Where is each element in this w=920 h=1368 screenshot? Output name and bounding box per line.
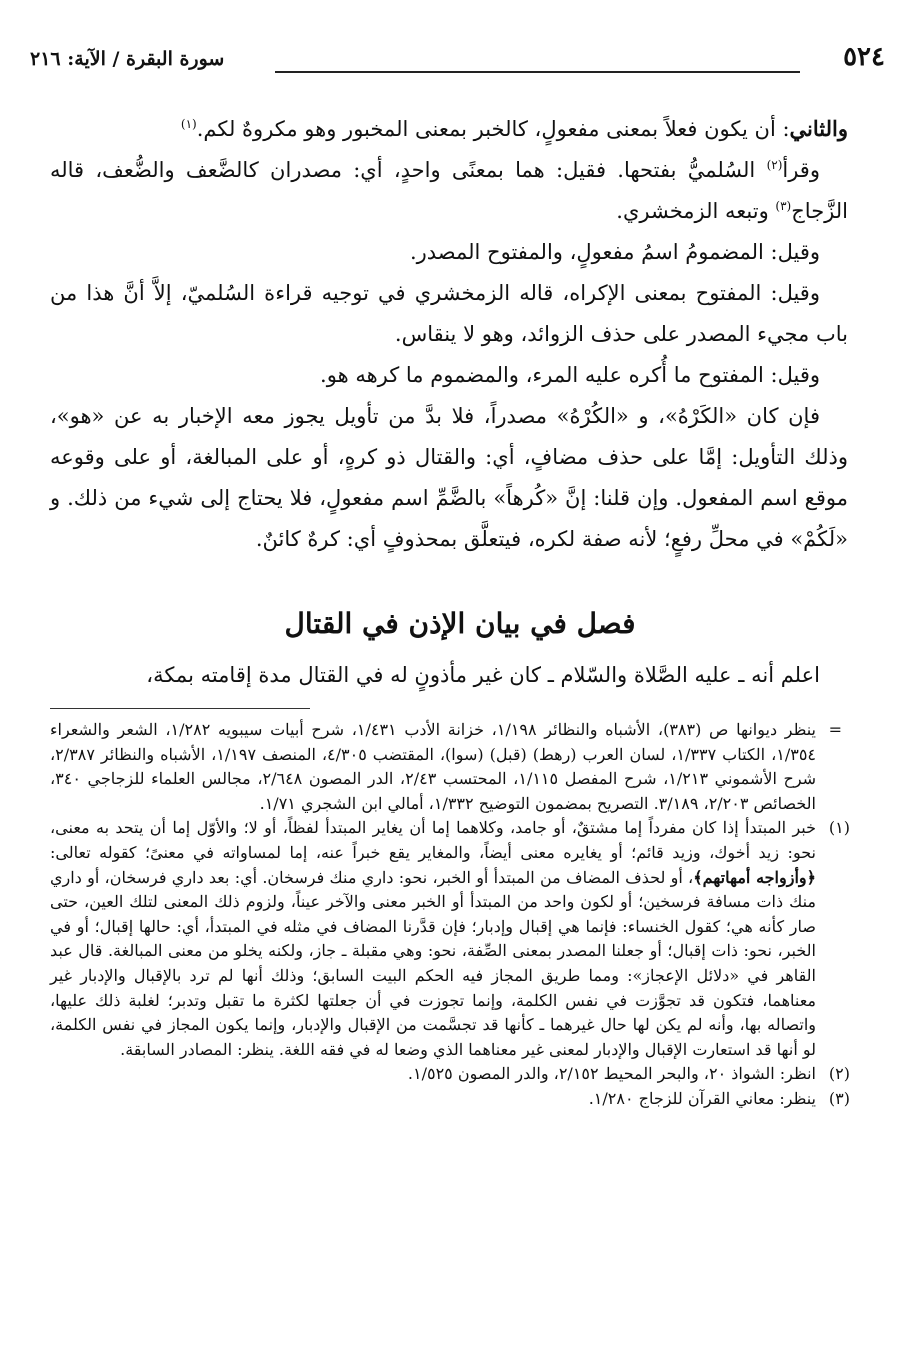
footnote-separator — [50, 708, 310, 709]
footnote — [50, 816, 850, 1062]
footnote-number: (٢) — [828, 1064, 850, 1084]
paragraph: وقيل: المضمومُ اسمُ مفعولٍ، والمفتوح المصدر. — [409, 240, 820, 264]
paragraph-text: وقرأ — [782, 158, 820, 182]
paragraph — [50, 108, 848, 150]
footnote-ref: (٣) — [775, 199, 792, 213]
paragraph-text: وتبعه الزمخشري. — [616, 199, 776, 223]
footnotes — [50, 718, 850, 1112]
footnote-text: ، أو لحذف المضاف من المبتدأ أو الخبر، نحو: داري منك فرسخان. أي: بعد داري فرسخان، أو داري منك ذات مسافة فرسخين؛ أو لكون واحد من المبتدأ أو الخبر معنى والآخر عيناً، ولزوم ذلك المعنى لتلك العين، حتى صار كأنه هي؛ كقول الخنساء: فإنما هي إقبال وإدبار؛ فإن قدَّرنا المضاف في مثله في المبتدأ، أي: حالها إقبال؛ أو في الخبر، نحو: ذات إقبال؛ أو جعلنا المصدر بمعنى الصِّفة، نحو: وهي مقبلة ـ جاز، ولكنه يخلو من معنى المبالغة. قال عبد القاهر في «دلائل الإعجاز»: ومما طريق المجاز فيه الحكم البيت السابق؛ وذلك أنها لم ترد بالإقبال والإدبار غير معناهما، فتكون قد تجوَّزت في نفس الكلمة، وإنما تجوزت في أن جعلتها لكثرة ما تقبل وتدبر؛ لغلبة ذلك عليها، واتصاله بها، وأنه لم يكن لها حال غيرهما ـ كأنها قد تجسَّمت من الإقبال والإدبار، وإنما يكون المجاز في نفس الكلمة، لو أنها قد استعارت الإقبال والإدبار لمعنى غير معناهما الذي وضعا له في فقه اللغة. ينظر: المصادر السابقة. — [50, 867, 816, 1059]
footnote-ref: (١) — [180, 117, 197, 131]
main-text — [50, 108, 848, 560]
paragraph: وقيل: المفتوح بمعنى الإكراه، قاله الزمخشري في توجيه قراءة السُلميّ، إلاَّ أنَّ هذا من باب مجيء المصدر على حذف الزوائد، وهو لا ينقاس. — [50, 281, 848, 346]
footnote-text: ينظر: معاني القرآن للزجاج ١/٢٨٠. — [588, 1088, 816, 1108]
paragraph: فإن كان «الكَرْهُ»، و «الكُرْهُ» مصدراً، فلا بدَّ من تأويل يجوز معه الإخبار به عن «هو»، وذلك التأويل: إمَّا على حذف مضافٍ، أي: والقتال ذو كرهٍ، أو على المبالغة، أو على وقوعه موقع اسم المفعول. وإن قلنا: إنَّ «كُرهاً» بالضَّمِّ اسم مفعولٍ، فلا يحتاج إلى شيء من ذلك. و «لَكُمْ» في محلِّ رفعٍ؛ لأنه صفة لكره، فيتعلَّق بمحذوفٍ أي: كرهٌ كائنٌ. — [50, 404, 848, 551]
paragraph-text: السُلميُّ بفتحها. فقيل: هما بمعنًى واحدٍ، أي: مصدران كالضَّعف والضُّعف، قاله الزَّجاج — [50, 158, 848, 223]
header-rule — [275, 71, 800, 73]
paragraph — [50, 150, 848, 232]
footnote-ref: (٢) — [766, 158, 783, 172]
paragraph-text: : أن يكون فعلاً بمعنى مفعولٍ، كالخبر بمعنى المخبور وهو مكروهٌ لكم. — [196, 117, 790, 141]
section-intro: اعلم أنه ـ عليه الصَّلاة والسّلام ـ كان غير مأذونٍ له في القتال مدة إقامته بمكة، — [146, 663, 820, 687]
footnote-number: (١) — [828, 818, 850, 838]
page-number: ٥٢٤ — [843, 42, 885, 72]
keyword: والثاني — [789, 116, 848, 141]
quran-quote: ﴿وأزواجه أمهاتهم﴾ — [693, 867, 816, 887]
section-heading: فصل في بيان الإذن في القتال — [284, 607, 636, 640]
footnote — [50, 1062, 850, 1087]
footnote-text: انظر: الشواذ ٢٠، والبحر المحيط ٢/١٥٢، والدر المصون ١/٥٢٥. — [407, 1064, 816, 1084]
page-header — [30, 38, 890, 82]
footnote-text: خبر المبتدأ إذا كان مفرداً إما مشتقٌ، أو جامد، وكلاهما إما أن يغاير المبتدأ لفظاً، أو لا؛ والأوّل إما أن يتحد به معنى، نحو: زيد أخوك، وزيد قائم؛ أو يغايره معنى أيضاً، والمغاير يقع خبراً عنه، إما لمساواته في معنىً؛ كقوله تعالى: — [50, 818, 816, 862]
footnote-continuation — [50, 718, 850, 816]
footnote — [50, 1087, 850, 1112]
running-title: سورة البقرة / الآية: ٢١٦ — [30, 48, 225, 70]
footnote-text: ينظر ديوانها ص (٣٨٣)، الأشباه والنظائر ١/١٩٨، خزانة الأدب ١/٤٣١، شرح أبيات سيبويه ١/٢٨٢، الشعر والشعراء ١/٣٥٤، الكتاب ١/٣٣٧، لسان العرب (رهط) (قبل) (سوا)، المقتضب ٤/٣٠٥، المنصف ١/١٩٧، الأشباه والنظائر ٢/٣٨٧، شرح الأشموني ١/٢١٣، شرح المفصل ١/١١٥، المحتسب ٢/٤٣، الدر المصون ٢/٦٤٨، مجالس العلماء للزجاجي ٣٤٠، الخصائص ٢/٢٠٣، ٣/١٨٩. التصريح بمضمون التوضيح ١/٣٣٢، أمالي ابن الشجري ١/٧١. — [50, 720, 817, 813]
paragraph: وقيل: المفتوح ما أُكره عليه المرء، والمضموم ما كرهه هو. — [320, 363, 820, 387]
footnote-number: (٣) — [828, 1088, 850, 1108]
continuation-mark: = — [828, 720, 842, 739]
